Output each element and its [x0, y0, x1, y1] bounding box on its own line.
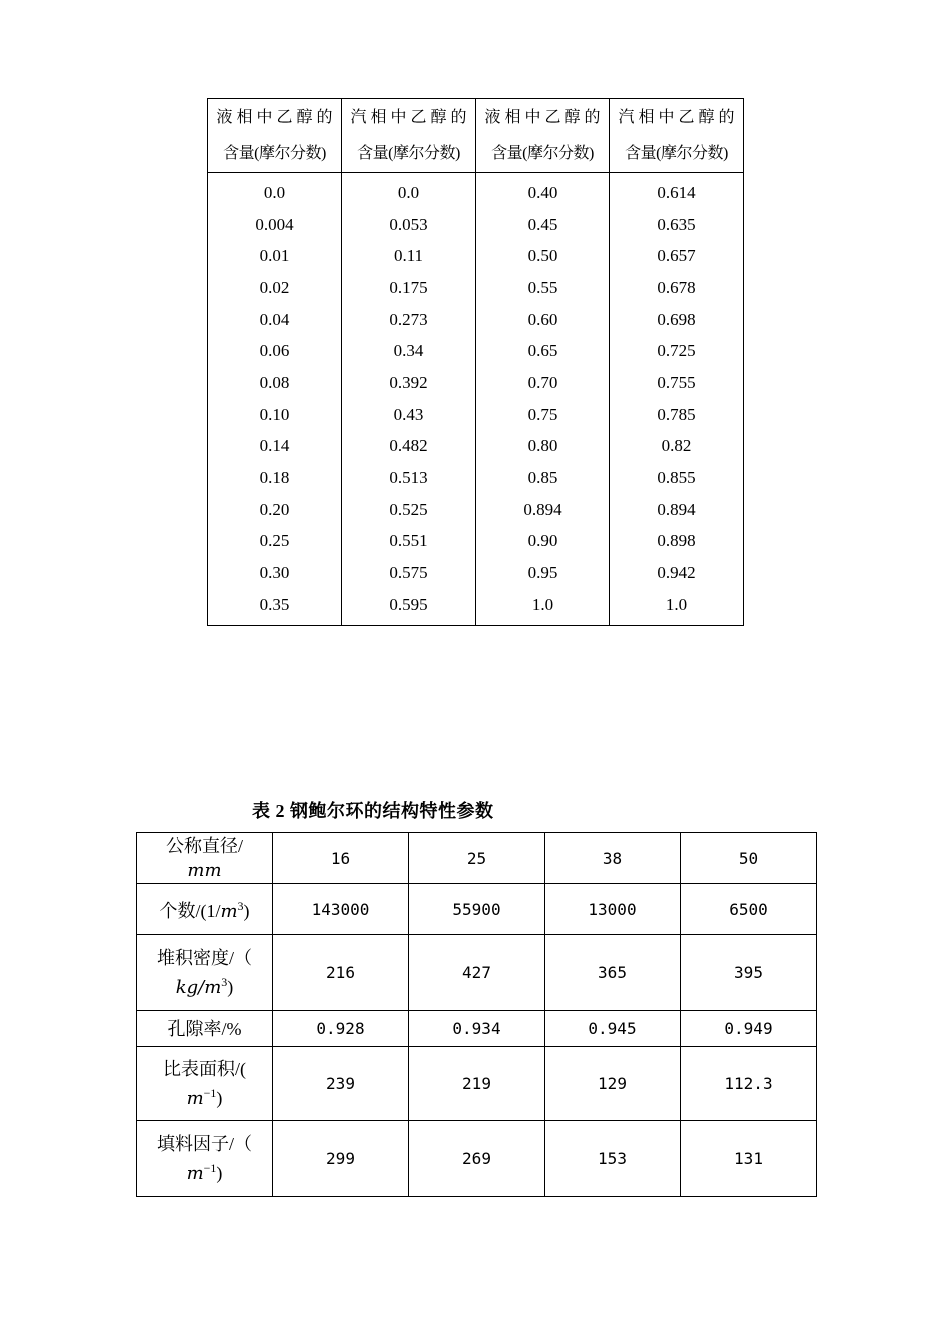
table-cell: 13000 [545, 884, 681, 935]
table-cell: 0.02 [208, 272, 342, 304]
table-cell: 0.0 [208, 173, 342, 209]
table-cell: 0.595 [342, 589, 476, 625]
table-cell: 0.0 [342, 173, 476, 209]
table-cell: 0.43 [342, 399, 476, 431]
table-cell: 0.755 [610, 367, 744, 399]
header-vapor-ethanol-2: 汽相中乙醇的 含量(摩尔分数) [610, 99, 744, 173]
pall-ring-properties-table [136, 832, 817, 1197]
row-label [137, 1011, 273, 1047]
table-cell: 0.90 [476, 526, 610, 558]
table-row [208, 173, 744, 209]
table-row [137, 884, 817, 935]
table-cell: 219 [409, 1047, 545, 1121]
row-label [137, 833, 273, 884]
table-cell: 0.678 [610, 272, 744, 304]
label-text: 堆积密度/（ [156, 947, 252, 968]
table-cell: 0.525 [342, 494, 476, 526]
table-cell: 0.75 [476, 399, 610, 431]
table-cell: 0.85 [476, 462, 610, 494]
table-cell: 0.894 [476, 494, 610, 526]
table-cell: 0.482 [342, 431, 476, 463]
table-cell: 0.30 [208, 557, 342, 589]
table-cell: 0.513 [342, 462, 476, 494]
table-row [137, 1011, 817, 1047]
table-cell: 16 [273, 833, 409, 884]
table-cell: 0.18 [208, 462, 342, 494]
table-header-row [208, 99, 744, 173]
label-close: ) [216, 1162, 223, 1183]
header-liquid-ethanol-1: 液相中乙醇的 含量(摩尔分数) [208, 99, 342, 173]
table-row [208, 494, 744, 526]
unit-symbol: m [186, 1087, 204, 1109]
label-text: 孔隙率/% [167, 1018, 242, 1039]
unit-symbol: m [220, 901, 238, 922]
header-vapor-ethanol-1: 汽相中乙醇的 含量(摩尔分数) [342, 99, 476, 173]
table-cell: 0.11 [342, 240, 476, 272]
table-cell: 395 [681, 935, 817, 1011]
label-close: ) [227, 976, 234, 997]
table-cell: 0.635 [610, 209, 744, 241]
table-row [208, 399, 744, 431]
table-cell: 50 [681, 833, 817, 884]
table-cell: 0.20 [208, 494, 342, 526]
table-cell: 0.894 [610, 494, 744, 526]
table-cell: 0.40 [476, 173, 610, 209]
table-cell: 38 [545, 833, 681, 884]
table-cell: 0.80 [476, 431, 610, 463]
unit-exponent: 3 [221, 974, 228, 989]
table-cell: 0.175 [342, 272, 476, 304]
row-label [137, 935, 273, 1011]
label-text: 公称直径/ [165, 835, 243, 856]
table-cell: 0.053 [342, 209, 476, 241]
table-cell: 0.898 [610, 526, 744, 558]
table-cell: 0.01 [208, 240, 342, 272]
table-row [137, 1047, 817, 1121]
table-row [208, 589, 744, 625]
table-row [208, 367, 744, 399]
table-row [208, 526, 744, 558]
table-cell: 0.60 [476, 304, 610, 336]
table-cell: 0.614 [610, 173, 744, 209]
label-close: ) [243, 901, 250, 921]
table-cell: 1.0 [476, 589, 610, 625]
table-cell: 427 [409, 935, 545, 1011]
table-cell: 365 [545, 935, 681, 1011]
unit-symbol: m [186, 1162, 204, 1184]
table-row [137, 1121, 817, 1197]
row-label [137, 884, 273, 935]
table-caption: 表 2 钢鲍尔环的结构特性参数 [252, 801, 494, 821]
table-cell: 0.273 [342, 304, 476, 336]
table-cell: 0.04 [208, 304, 342, 336]
table-cell: 0.657 [610, 240, 744, 272]
table-row [208, 272, 744, 304]
table-cell: 0.785 [610, 399, 744, 431]
row-label [137, 1047, 273, 1121]
label-close: ) [216, 1087, 223, 1108]
table-cell: 153 [545, 1121, 681, 1197]
unit-exponent: 3 [237, 899, 244, 913]
table-cell: 0.55 [476, 272, 610, 304]
table-cell: 0.45 [476, 209, 610, 241]
row-label [137, 1121, 273, 1197]
label-text: 填料因子/（ [156, 1133, 252, 1154]
unit-symbol: mm [187, 859, 222, 881]
table-body [208, 173, 744, 626]
table-cell: 143000 [273, 884, 409, 935]
table-cell: 0.698 [610, 304, 744, 336]
table-row [208, 304, 744, 336]
table-cell: 0.942 [610, 557, 744, 589]
table-row [208, 557, 744, 589]
table-cell: 0.14 [208, 431, 342, 463]
table-cell: 0.855 [610, 462, 744, 494]
table-cell: 0.551 [342, 526, 476, 558]
table-cell: 0.004 [208, 209, 342, 241]
table-cell: 0.50 [476, 240, 610, 272]
table-cell: 299 [273, 1121, 409, 1197]
table-cell: 0.934 [409, 1011, 545, 1047]
table-cell: 1.0 [610, 589, 744, 625]
header-liquid-ethanol-2: 液相中乙醇的 含量(摩尔分数) [476, 99, 610, 173]
table-cell: 0.65 [476, 335, 610, 367]
table-row [137, 833, 817, 884]
table-cell: 6500 [681, 884, 817, 935]
table-cell: 0.10 [208, 399, 342, 431]
table-row [208, 431, 744, 463]
table-cell: 55900 [409, 884, 545, 935]
table-cell: 0.725 [610, 335, 744, 367]
table-cell: 239 [273, 1047, 409, 1121]
table-cell: 216 [273, 935, 409, 1011]
label-text: 比表面积/( [163, 1058, 246, 1079]
table-row [208, 209, 744, 241]
table-cell: 112.3 [681, 1047, 817, 1121]
label-text: 个数/(1/ [159, 901, 221, 921]
table-cell: 0.35 [208, 589, 342, 625]
table-row [208, 240, 744, 272]
table-row [137, 935, 817, 1011]
table-cell: 0.949 [681, 1011, 817, 1047]
table-row [208, 462, 744, 494]
vle-data-table [207, 98, 744, 626]
unit-symbol: kg/m [175, 976, 222, 998]
table-cell: 129 [545, 1047, 681, 1121]
table-cell: 0.945 [545, 1011, 681, 1047]
table-cell: 0.34 [342, 335, 476, 367]
table-cell: 0.82 [610, 431, 744, 463]
unit-exponent: −1 [203, 1085, 217, 1100]
table-cell: 131 [681, 1121, 817, 1197]
table-cell: 0.575 [342, 557, 476, 589]
table-cell: 0.06 [208, 335, 342, 367]
table-cell: 0.95 [476, 557, 610, 589]
table-cell: 0.928 [273, 1011, 409, 1047]
table-cell: 0.08 [208, 367, 342, 399]
table-body [137, 833, 817, 1197]
unit-exponent: −1 [203, 1160, 217, 1175]
table-cell: 25 [409, 833, 545, 884]
table-row [208, 335, 744, 367]
table-cell: 0.70 [476, 367, 610, 399]
table-cell: 0.25 [208, 526, 342, 558]
table-cell: 269 [409, 1121, 545, 1197]
table-cell: 0.392 [342, 367, 476, 399]
